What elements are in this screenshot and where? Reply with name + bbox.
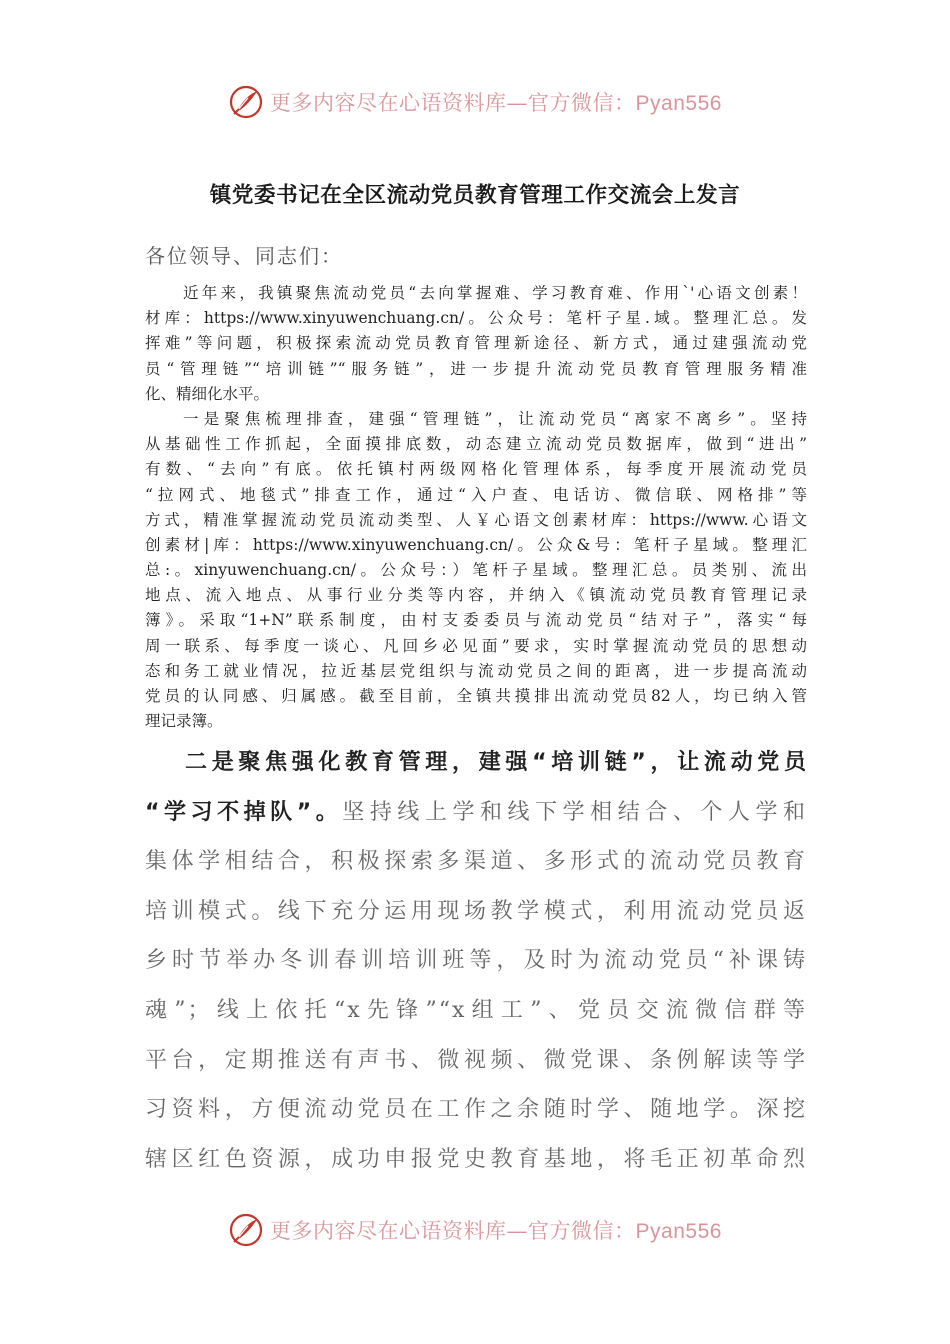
banner-slogan: 更多内容尽在心语资料库—官方微信： — [270, 91, 636, 115]
text-line: 挥难”等问题，积极探索流动党员教育管理新途径、新方式，通过建强流动党 — [145, 334, 807, 353]
text-line: 习资料，方便流动党员在工作之余随时学、随地学。深挖 — [145, 1097, 807, 1123]
text-line — [145, 738, 807, 788]
text-line — [145, 788, 807, 838]
text-line: “拉网式、地毯式”排查工作，通过“入户查、电话访、微信联、网格排”等 — [145, 485, 807, 504]
quill-logo-icon — [228, 84, 264, 120]
text-line: 创素材|库：https://www.xinyuwenchuang.cn/。公众&号：笔杆子星域。整理汇 — [145, 535, 807, 554]
text-line: 党员的认同感、归属感。截至目前，全镇共摸排出流动党员82人，均已纳入管 — [145, 687, 807, 705]
banner-slogan: 更多内容尽在心语资料库—官方微信： — [270, 1219, 636, 1243]
text-line: 材库：https://www.xinyuwenchuang.cn/。公众号：笔杆子星.域。整理汇总。发 — [145, 309, 807, 328]
text-line: 化、精细化水平。 — [145, 384, 270, 403]
body-small-text — [145, 281, 807, 734]
banner-text — [270, 1215, 722, 1245]
greeting: 各位领导、同志们： — [145, 244, 343, 268]
text-line: 总:。xinyuwenchuang.cn/。公众号：）笔杆子星域。整理汇总。员类别、流出 — [145, 561, 807, 580]
text-line: 一是聚焦梳理排查，建强“管理链”，让流动党员“离家不离乡”。坚持 — [183, 409, 807, 428]
banner-wechat-id: Pyan556 — [635, 92, 722, 115]
text-line: 培训模式。线下充分运用现场教学模式，利用流动党员返 — [145, 898, 807, 924]
text-line: 魂”；线上依托“x先锋”“x组工”、党员交流微信群等 — [145, 997, 807, 1023]
text-line: 理记录簿。 — [145, 712, 223, 731]
text-run: 坚持线上学和线下学相结合、个人学和 — [342, 799, 807, 825]
bold-heading: “学习不掉队”。 — [145, 799, 343, 825]
bold-heading: 二是聚焦强化教育管理，建强“培训链”，让流动党员 — [185, 750, 807, 775]
body-large-text — [145, 738, 807, 1184]
text-line: 平台，定期推送有声书、微视频、微党课、条例解读等学 — [145, 1047, 807, 1073]
document-title: 镇党委书记在全区流动党员教育管理工作交流会上发言 — [209, 183, 741, 208]
text-line: 乡时节举办冬训春训培训班等，及时为流动党员“补课铸 — [145, 948, 807, 974]
header-banner — [0, 82, 950, 122]
quill-logo-icon — [228, 1212, 264, 1248]
banner-text — [270, 87, 722, 117]
banner-wechat-id: Pyan556 — [635, 1220, 722, 1243]
text-line: 近年来，我镇聚焦流动党员“去向掌握难、学习教育难、作用`'心语文创素！ — [183, 284, 807, 302]
text-line: 周一联系、每季度一谈心、凡回乡必见面”要求，实时掌握流动党员的思想动 — [145, 636, 807, 655]
footer-banner — [0, 1210, 950, 1250]
text-line: 态和务工就业情况，拉近基层党组织与流动党员之间的距离，进一步提高流动 — [145, 661, 807, 680]
text-line: 员“管理链”“培训链”“服务链”，进一步提升流动党员教育管理服务精准 — [145, 359, 807, 378]
text-line: 簿》。采取“1+N”联系制度，由村支委委员与流动党员“结对子”，落实“每 — [145, 611, 807, 630]
text-line: 辖区红色资源，成功申报党史教育基地，将毛正初革命烈 — [145, 1146, 807, 1172]
text-line: 有数、“去向”有底。依托镇村两级网格化管理体系，每季度开展流动党员 — [145, 460, 807, 479]
text-line: 方式，精准掌握流动党员流动类型、人￥心语文创素材库：https://www.心语文 — [145, 510, 807, 529]
text-line: 从基础性工作抓起，全面摸排底数，动态建立流动党员数据库，做到“进出” — [145, 435, 807, 454]
text-line: 地点、流入地点、从事行业分类等内容，并纳入《镇流动党员教育管理记录 — [145, 586, 807, 605]
text-line: 集体学相结合，积极探索多渠道、多形式的流动党员教育 — [145, 849, 807, 875]
